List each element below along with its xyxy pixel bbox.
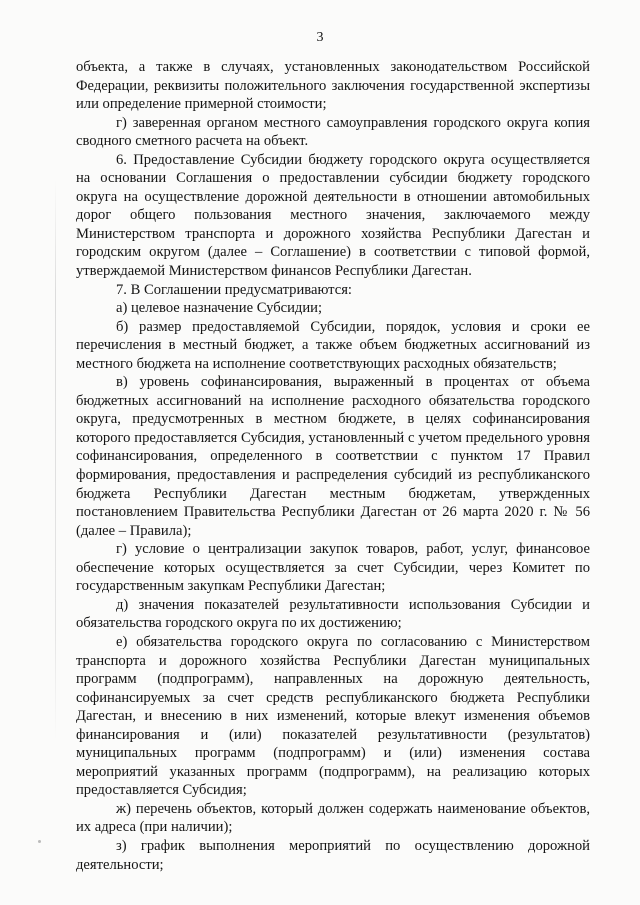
paragraph: в) уровень софинансирования, выраженный в процентах от объема бюджетных ассигнований на исполнение расходного обязательства городского округа, предусмотренных в местном бюджете, в целях софинансирования которого предоставляется Субсидия, установленный с учетом предельного уровня софинансирования, определенного в соответствии с пунктом 17 Правил формирования, предоставления и распределения субсидий из республиканского бюджета Республики Дагестан местным бюджетам, утвержденных постановлением Правительства Республики Дагестан от 26 марта 2020 г. № 56 (далее – Правила); [76, 374, 590, 539]
paragraph: объекта, а также в случаях, установленных законодательством Российской Федерации, реквизиты положительного заключения государственной экспертизы или определение примерной стоимости; [76, 59, 590, 113]
page-number: 3 [316, 30, 324, 45]
paragraph: д) значения показателей результативности использования Субсидии и обязательства городского округа по их достижению; [76, 596, 590, 632]
paragraph: г) условие о централизации закупок товаров, работ, услуг, финансовое обеспечение которых осуществляется за счет Субсидии, через Комитет по государственным закупкам Республики Дагестан; [76, 541, 590, 595]
document-body [76, 58, 590, 874]
paragraph: ж) перечень объектов, который должен содержать наименование объектов, их адреса (при наличии); [76, 800, 590, 836]
scan-speck [38, 840, 41, 843]
paragraph: а) целевое назначение Субсидии; [116, 300, 323, 317]
paragraph: з) график выполнения мероприятий по осуществлению дорожной деятельности; [76, 837, 590, 873]
paragraph: 6. Предоставление Субсидии бюджету городского округа осуществляется на основании Соглашения о предоставлении субсидии бюджету городского округа на осуществление дорожной деятельности в отношении автомобильных дорог общего пользования местного значения, заключаемого между Министерством транспорта и дорожного хозяйства Республики Дагестан и городским округом (далее – Соглашение) в соответствии с типовой формой, утверждаемой Министерством финансов Республики Дагестан. [76, 151, 590, 280]
paragraph: г) заверенная органом местного самоуправления городского округа копия сводного сметного расчета на объект. [76, 114, 590, 150]
paragraph: 7. В Соглашении предусматриваются: [116, 281, 352, 298]
scan-edge-line [55, 180, 56, 740]
paragraph: б) размер предоставляемой Субсидии, порядок, условия и сроки ее перечисления в местный бюджет, а также объем бюджетных ассигнований из местного бюджета на исполнение соответствующих расходных обязательств; [76, 318, 590, 372]
paragraph: е) обязательства городского округа по согласованию с Министерством транспорта и дорожного хозяйства Республики Дагестан муниципальных программ (подпрограмм), направленных на дорожную деятельность, софинансируемых за счет средств республиканского бюджета Республики Дагестан, и внесению в них изменений, которые влекут изменения объемов финансирования и (или) показателей результативности (результатов) муниципальных программ (подпрограмм) и (или) изменения состава мероприятий указанных программ (подпрограмм), на реализацию которых предоставляется Субсидия; [76, 633, 590, 799]
